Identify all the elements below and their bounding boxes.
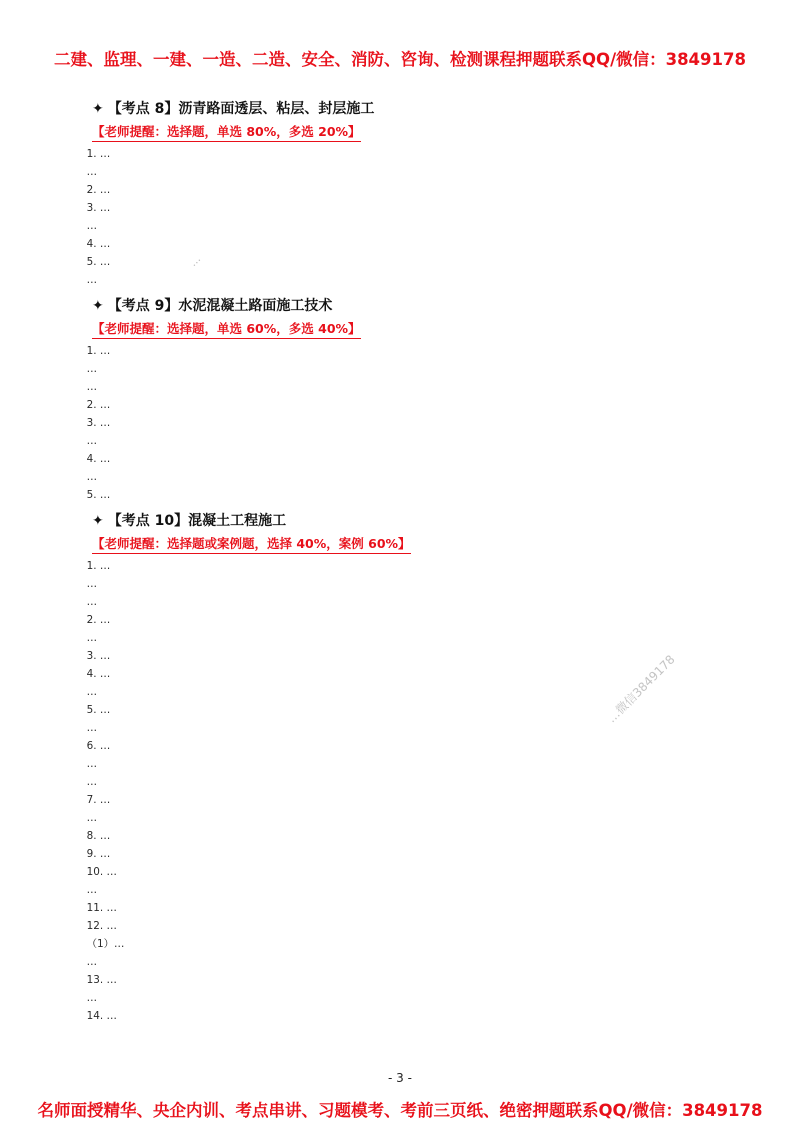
star-icon: ✦ (92, 513, 104, 529)
paragraph: 1. … (86, 560, 111, 572)
teacher-tip: 【老师提醒：选择题，单选 60%，多选 40%】 (92, 319, 361, 339)
paragraph: 14. … (86, 1010, 117, 1022)
paragraph: 1. … (86, 345, 111, 357)
paragraph: … (86, 632, 98, 644)
paragraph: … (86, 686, 98, 698)
paragraph: 6. … (86, 740, 111, 752)
paragraph: 12. … (86, 920, 117, 932)
footer-banner: 名师面授精华、央企内训、考点串讲、习题模考、考前三页纸、绝密押题联系QQ/微信：3849178 (37, 1101, 763, 1120)
paragraph: … (86, 274, 98, 286)
paragraph: 2. … (86, 614, 111, 626)
section-kaodian-9 (70, 295, 760, 504)
paragraph: 8. … (86, 830, 111, 842)
paragraph: 3. … (86, 650, 111, 662)
paragraph: … (86, 471, 98, 483)
paragraph: … (86, 776, 98, 788)
paragraph: … (86, 812, 98, 824)
section-title (92, 510, 760, 530)
paragraph: … (86, 884, 98, 896)
paragraph: … (86, 435, 98, 447)
paragraph: … (86, 956, 98, 968)
section-title-text: 【考点 10】混凝土工程施工 (107, 513, 287, 529)
paragraph: … (86, 381, 98, 393)
paragraph: 5. … (86, 489, 111, 501)
section-title-text: 【考点 8】沥青路面透层、粘层、封层施工 (107, 101, 375, 117)
section-title (92, 98, 760, 118)
paragraph: … (86, 992, 98, 1004)
section-body (70, 343, 760, 504)
paragraph: … (86, 363, 98, 375)
paragraph: 11. … (86, 902, 117, 914)
paragraph: … (86, 578, 98, 590)
section-kaodian-8 (70, 98, 760, 289)
paragraph: 3. … (86, 202, 111, 214)
section-title-text: 【考点 9】水泥混凝土路面施工技术 (107, 298, 333, 314)
paragraph: … (86, 166, 98, 178)
paragraph: … (86, 758, 98, 770)
main-content (70, 98, 760, 1031)
paragraph: … (86, 722, 98, 734)
paragraph: 4. … (86, 668, 111, 680)
section-kaodian-10 (70, 510, 760, 1025)
paragraph: … (86, 596, 98, 608)
star-icon: ✦ (92, 101, 104, 117)
watermark-right: …微信3849178 (604, 652, 678, 726)
paragraph: 4. … (86, 238, 111, 250)
section-title (92, 295, 760, 315)
paragraph: 9. … (86, 848, 111, 860)
section-body (70, 146, 760, 289)
teacher-tip: 【老师提醒：选择题或案例题，选择 40%，案例 60%】 (92, 534, 411, 554)
paragraph: 3. … (86, 417, 111, 429)
paragraph: 1. … (86, 148, 111, 160)
section-body (70, 558, 760, 1025)
teacher-tip: 【老师提醒：选择题，单选 80%，多选 20%】 (92, 122, 361, 142)
paragraph: 5. … (86, 704, 111, 716)
paragraph: … (86, 220, 98, 232)
star-icon: ✦ (92, 298, 104, 314)
paragraph: 2. … (86, 184, 111, 196)
paragraph: 7. … (86, 794, 111, 806)
paragraph: 13. … (86, 974, 117, 986)
paragraph: 2. … (86, 399, 111, 411)
paragraph: 5. … (86, 256, 111, 268)
header-banner: 二建、监理、一建、一造、二造、安全、消防、咨询、检测课程押题联系QQ/微信：3849178 (54, 50, 746, 69)
paragraph: （1）… (86, 938, 125, 950)
paragraph: 10. … (86, 866, 117, 878)
paragraph: 4. … (86, 453, 111, 465)
page-number: - 3 - (388, 1071, 412, 1085)
watermark-left: … (187, 253, 204, 269)
